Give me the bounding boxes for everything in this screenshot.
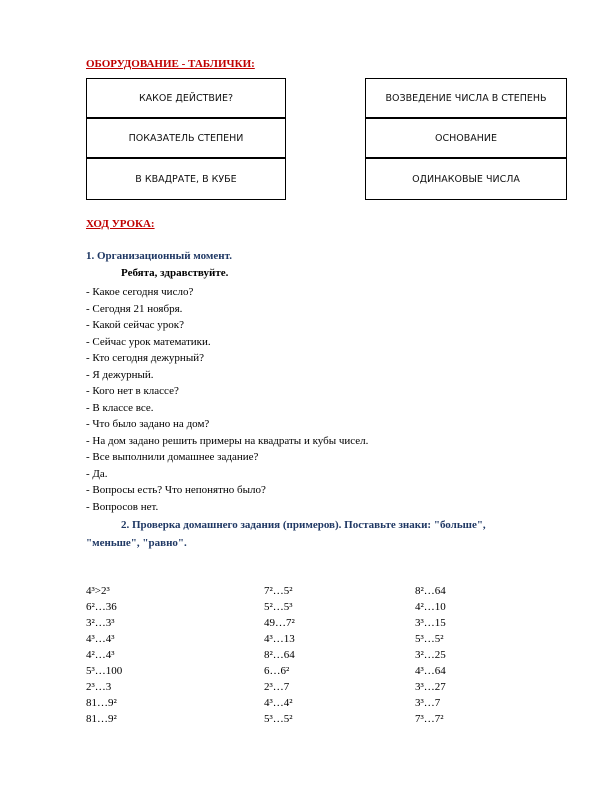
dialogue-line: - Кто сегодня дежурный? <box>86 352 204 364</box>
example-item: 4³…4³ <box>86 633 115 645</box>
section1-title: 1. Организационный момент. <box>86 250 232 262</box>
example-item: 5³…100 <box>86 665 123 677</box>
dialogue-line: - Сегодня 21 ноября. <box>86 302 183 315</box>
example-item: 5³…5² <box>264 713 293 725</box>
example-item: 7²…5² <box>264 585 293 597</box>
dialogue-line: - Кого нет в классе? <box>86 385 179 397</box>
example-item: 7³…7² <box>415 713 444 725</box>
dialogue-line: - Да. <box>86 467 108 480</box>
example-item: 6²…36 <box>86 601 117 613</box>
dialogue-line: - Сейчас урок математики. <box>86 335 211 348</box>
example-item: 3³…15 <box>415 617 446 629</box>
card-what-operation: КАКОЕ ДЕЙСТВИЕ? <box>86 78 286 118</box>
dialogue-line: - Я дежурный. <box>86 368 154 381</box>
dialogue-line: - Вопросов нет. <box>86 500 159 513</box>
example-item: 2³…7 <box>264 681 290 693</box>
example-item: 3³…7 <box>415 697 441 709</box>
greeting: Ребята, здравствуйте. <box>121 267 229 279</box>
example-item: 4³…64 <box>415 665 446 677</box>
example-item: 3²…3³ <box>86 617 115 629</box>
example-item: 4³…13 <box>264 633 295 645</box>
card-base: ОСНОВАНИЕ <box>365 118 567 158</box>
example-item: 2³…3 <box>86 681 112 693</box>
card-squared-cubed: В КВАДРАТЕ, В КУБЕ <box>86 158 286 200</box>
examples-column-1 <box>86 583 122 727</box>
dialogue-line: - Все выполнили домашнее задание? <box>86 451 259 463</box>
example-item: 4²…10 <box>415 601 446 613</box>
example-item: 4²…4³ <box>86 649 115 661</box>
dialogue-line: - Какое сегодня число? <box>86 286 194 298</box>
example-item: 8²…64 <box>264 649 295 661</box>
example-item: 49…7² <box>264 617 295 629</box>
example-item: 4³…4² <box>264 697 293 709</box>
lesson-heading: ХОД УРОКА: <box>86 218 155 230</box>
section2-title-line2: "меньше", "равно". <box>86 537 187 549</box>
example-item: 81…9² <box>86 713 117 725</box>
example-item: 5²…5³ <box>264 601 293 613</box>
equipment-heading: ОБОРУДОВАНИЕ - ТАБЛИЧКИ: <box>86 58 255 70</box>
example-item: 5³…5² <box>415 633 444 645</box>
dialogue-line: - Что было задано на дом? <box>86 418 210 430</box>
example-item: 3²…25 <box>415 649 446 661</box>
example-item: 6…6² <box>264 665 290 677</box>
card-same-numbers: ОДИНАКОВЫЕ ЧИСЛА <box>365 158 567 200</box>
dialogue-line: - В классе все. <box>86 401 154 414</box>
examples-column-3 <box>415 583 446 727</box>
dialogue-line: - Какой сейчас урок? <box>86 319 184 331</box>
dialogue-line: - Вопросы есть? Что непонятно было? <box>86 484 266 496</box>
example-item: 3³…27 <box>415 681 446 693</box>
example-item: 4³>2³ <box>86 585 110 597</box>
examples-column-2 <box>264 583 295 727</box>
section2-title-line1: 2. Проверка домашнего задания (примеров). Поставьте знаки: "больше", <box>121 519 486 531</box>
example-item: 81…9² <box>86 697 117 709</box>
dialogue-line: - На дом задано решить примеры на квадраты и кубы чисел. <box>86 434 369 447</box>
example-item: 8²…64 <box>415 585 446 597</box>
card-exponent: ПОКАЗАТЕЛЬ СТЕПЕНИ <box>86 118 286 158</box>
card-raising-to-power: ВОЗВЕДЕНИЕ ЧИСЛА В СТЕПЕНЬ <box>365 78 567 118</box>
